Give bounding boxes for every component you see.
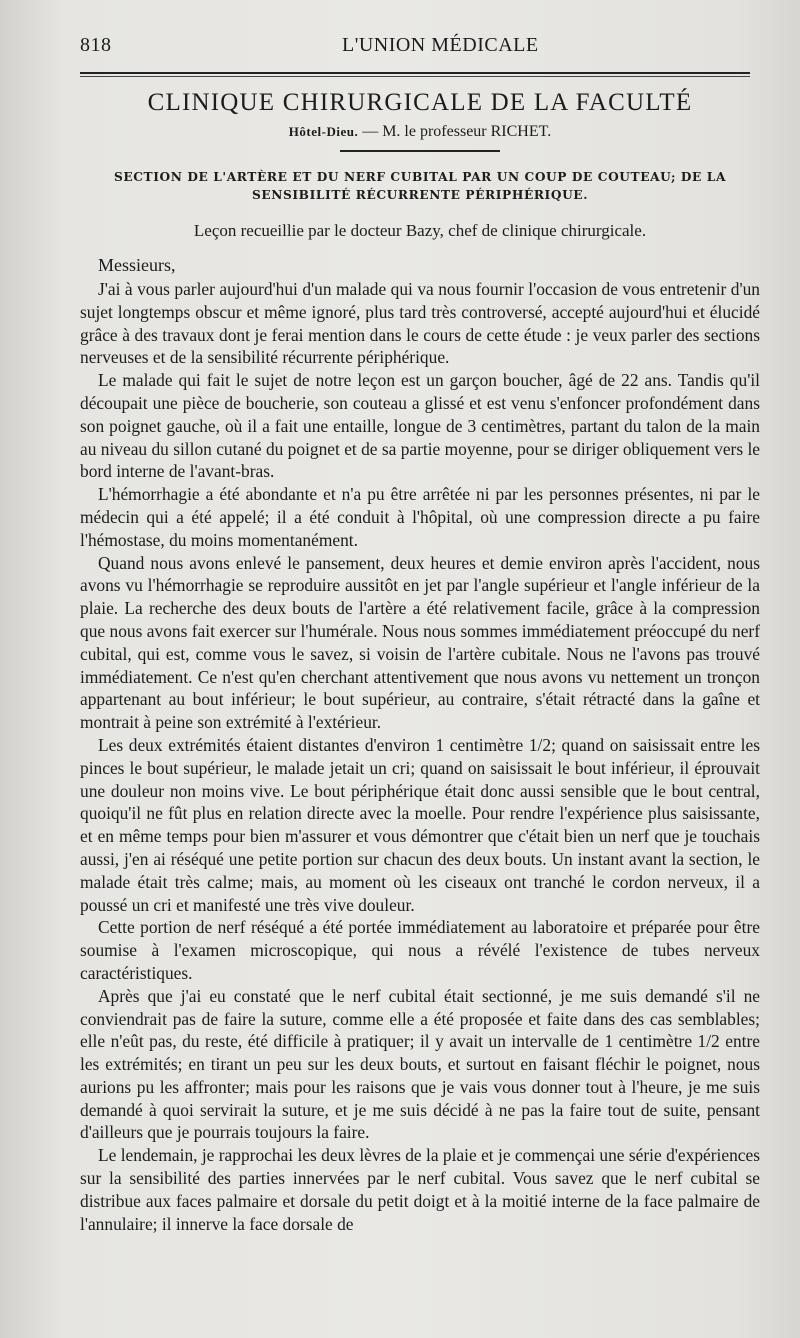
header-rule (80, 72, 750, 74)
header-rule-thin (80, 76, 750, 77)
hospital-name: Hôtel-Dieu. (288, 124, 359, 139)
page-number: 818 (80, 34, 112, 56)
lecture-credit: Leçon recueillie par le docteur Bazy, chef de clinique chirurgicale. (193, 221, 647, 240)
section-heading-line-2: SENSIBILITÉ RÉCURRENTE PÉRIPHÉRIQUE. (251, 188, 589, 202)
paragraph: J'ai à vous parler aujourd'hui d'un malade qui va nous fournir l'occasion de vous entretenir d'un sujet longtemps obscur et même ignoré, plus tard très controversé, accepté aujourd'hui et élucidé grâce à des travaux dont je ferai mention dans le cours de cette étude : je veux parler des sections nerveuses et de la sensibilité récurrente périphérique. (80, 279, 760, 368)
article-body (80, 278, 760, 1235)
article-title: CLINIQUE CHIRURGICALE DE LA FACULTÉ (147, 89, 693, 116)
running-head (80, 34, 760, 64)
article-subtitle (80, 122, 760, 142)
section-heading (80, 168, 760, 204)
paragraph: Cette portion de nerf réséqué a été portée immédiatement au laboratoire et préparée pour être soumise à l'examen microscopique, qui nous a révélé l'existence de tubes nerveux caractéristiques. (80, 917, 760, 983)
title-divider (340, 150, 500, 152)
journal-title: L'UNION MÉDICALE (342, 34, 539, 56)
paragraph: Quand nous avons enlevé le pansement, deux heures et demie environ après l'accident, nous avons vu l'hémorrhagie se reproduire aussitôt en jet par l'angle supérieur et l'angle inférieur de la plaie. La recherche des deux bouts de l'artère a été relativement facile, grâce à la compression que nous avons fait exercer sur l'humérale. Nous nous sommes immédiatement préoccupé du nerf cubital, qui est, comme vous le savez, si voisin de l'artère cubitale. Nous ne l'avons pas trouvé immédiatement. Ce n'est qu'en cherchant attentivement que nous avons vu nettement un tronçon appartenant au bout inférieur; le bout supérieur, au contraire, s'était rétracté dans la gaîne et montrait à peine son extrémité à l'extérieur. (80, 552, 760, 733)
paragraph: Le malade qui fait le sujet de notre leçon est un garçon boucher, âgé de 22 ans. Tandis qu'il découpait une pièce de boucherie, son couteau a glissé et est venu s'enfoncer profondément dans son poignet gauche, où il a fait une entaille, longue de 3 centimètres, partant du talon de la main au niveau du sillon cutané du poignet et de sa partie moyenne, pour se diriger obliquement vers le bord interne de l'avant-bras. (80, 370, 760, 482)
paragraph: L'hémorrhagie a été abondante et n'a pu être arrêtée ni par les personnes présentes, ni par le médecin qui a été appelé; il a été conduit à l'hôpital, où une compression directe a pu faire l'hémostase, du moins momentanément. (80, 484, 760, 550)
salutation: Messieurs, (98, 255, 176, 275)
paragraph: Le lendemain, je rapprochai les deux lèvres de la plaie et je commençai une série d'expériences sur la sensibilité des parties innervées par le nerf cubital. Vous savez que le nerf cubital se distribue aux faces palmaire et dorsale du petit doigt et à la moitié interne de la face palmaire de l'annulaire; il innerve la face dorsale de (80, 1145, 760, 1234)
section-heading-line-1: SECTION DE L'ARTÈRE ET DU NERF CUBITAL PAR UN COUP DE COUTEAU; DE LA (113, 170, 727, 184)
paragraph: Les deux extrémités étaient distantes d'environ 1 centimètre 1/2; quand on saisissait entre les pinces le bout supérieur, le malade jetait un cri; quand on saisissait le bout inférieur, il éprouvait une douleur non moins vive. Le bout périphérique était donc aussi sensible que le bout central, quoiqu'il ne fût plus en relation directe avec la moelle. Pour rendre l'expérience plus saisissante, et en même temps pour bien m'assurer et vous démontrer que c'était bien un nerf que je touchais aussi, j'en ai réséqué une petite portion sur chacun des deux bouts. Un instant avant la section, le malade était très calme; mais, au moment où les ciseaux ont tranché le cordon nerveux, il a poussé un cri et manifesté une très vive douleur. (80, 734, 760, 915)
professor-name: — M. le professeur RICHET. (358, 123, 552, 140)
paragraph: Après que j'ai eu constaté que le nerf cubital était sectionné, je me suis demandé s'il ne conviendrait pas de faire la suture, comme elle a été proposée et faite dans des cas semblables; elle n'eût pas, du reste, été difficile à pratiquer; il y avait un intervalle de 1 centimètre 1/2 entre les extrémités; en tirant un peu sur les deux bouts, et surtout en faisant fléchir le poignet, nous aurions pu les affronter; mais pour les raisons que je vais vous donner tout à l'heure, je me suis demandé à quoi servirait la suture, et je me suis décidé à ne pas la faire tout de suite, pensant d'ailleurs que je pourrais toujours la faire. (80, 985, 760, 1143)
